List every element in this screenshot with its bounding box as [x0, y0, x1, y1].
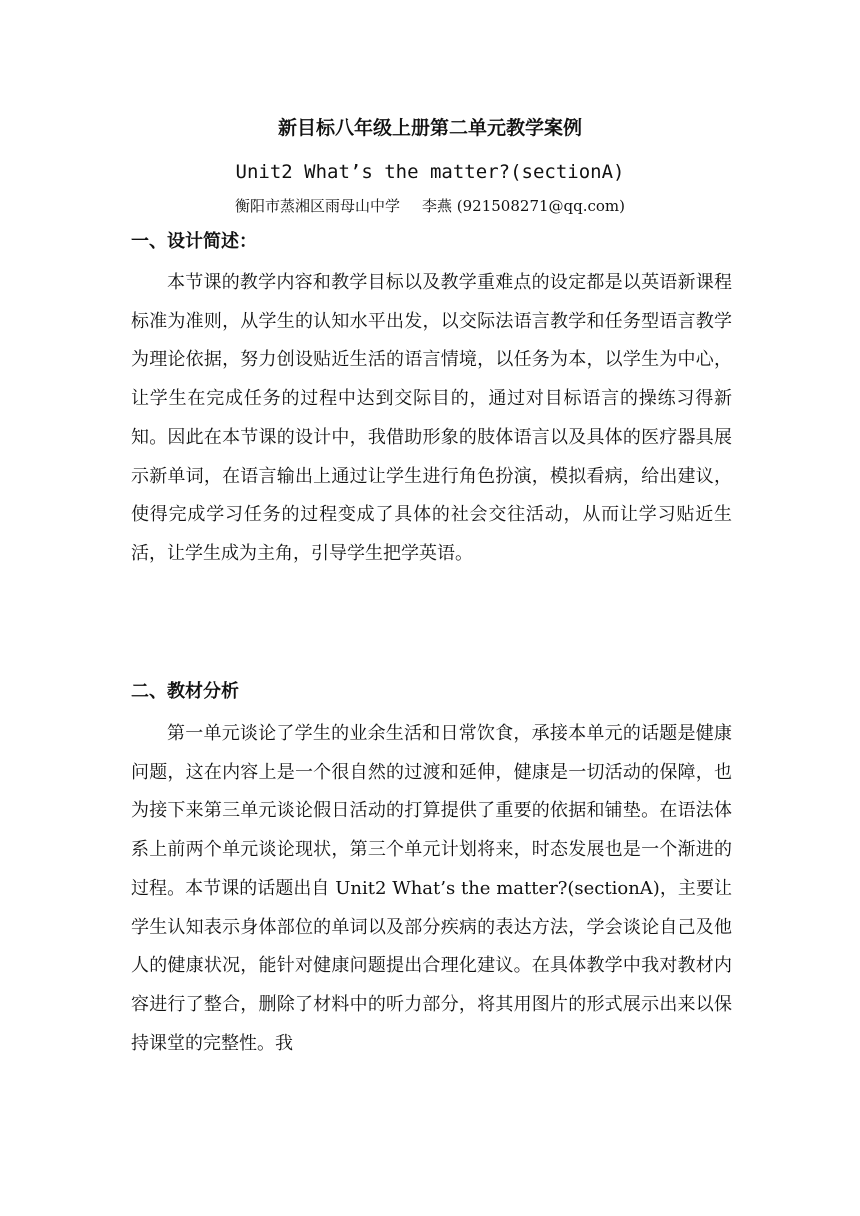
document-title: 新目标八年级上册第二单元教学案例 [277, 117, 582, 139]
author-email: (921508271@qq.com) [456, 197, 626, 215]
author-school: 衡阳市蒸湘区雨母山中学 [234, 197, 400, 215]
document-subtitle: Unit2 What’s the matter?(sectionA) [235, 161, 625, 183]
section-heading-design: 一、设计简述： [131, 231, 257, 252]
section-heading-material: 二、教材分析 [131, 681, 239, 702]
author-line [0, 196, 860, 216]
section-paragraph-material: 第一单元谈论了学生的业余生活和日常饮食，承接本单元的话题是健康问题，这在内容上是一个很自然的过渡和延伸，健康是一切活动的保障，也为接下来第三单元谈论假日活动的打算提供了重要的依据和铺垫。在语法体系上前两个单元谈论现状，第三个单元计划将来，时态发展也是一个渐进的过程。本节课的话题出自 Unit2 What’s the matter?(sectionA)，主要让学生认知表示身体部位的单词以及部分疾病的表达方法，学会谈论自己及他人的健康状况，能针对健康问题提出合理化建议。在具体教学中我对教材内容进行了整合，删除了材料中的听力部分，将其用图片的形式展示出来以保持课堂的完整性。我 [131, 723, 732, 1054]
section-paragraph-design: 本节课的教学内容和教学目标以及教学重难点的设定都是以英语新课程标准为准则，从学生的认知水平出发，以交际法语言教学和任务型语言教学为理论依据，努力创设贴近生活的语言情境，以任务为本，以学生为中心，让学生在完成任务的过程中达到交际目的，通过对目标语言的操练习得新知。因此在本节课的设计中，我借助形象的肢体语言以及具体的医疗器具展示新单词，在语言输出上通过让学生进行角色扮演，模拟看病，给出建议，使得完成学习任务的过程变成了具体的社会交往活动，从而让学习贴近生活，让学生成为主角，引导学生把学英语。 [131, 272, 732, 564]
author-name: 李燕 [421, 197, 452, 215]
